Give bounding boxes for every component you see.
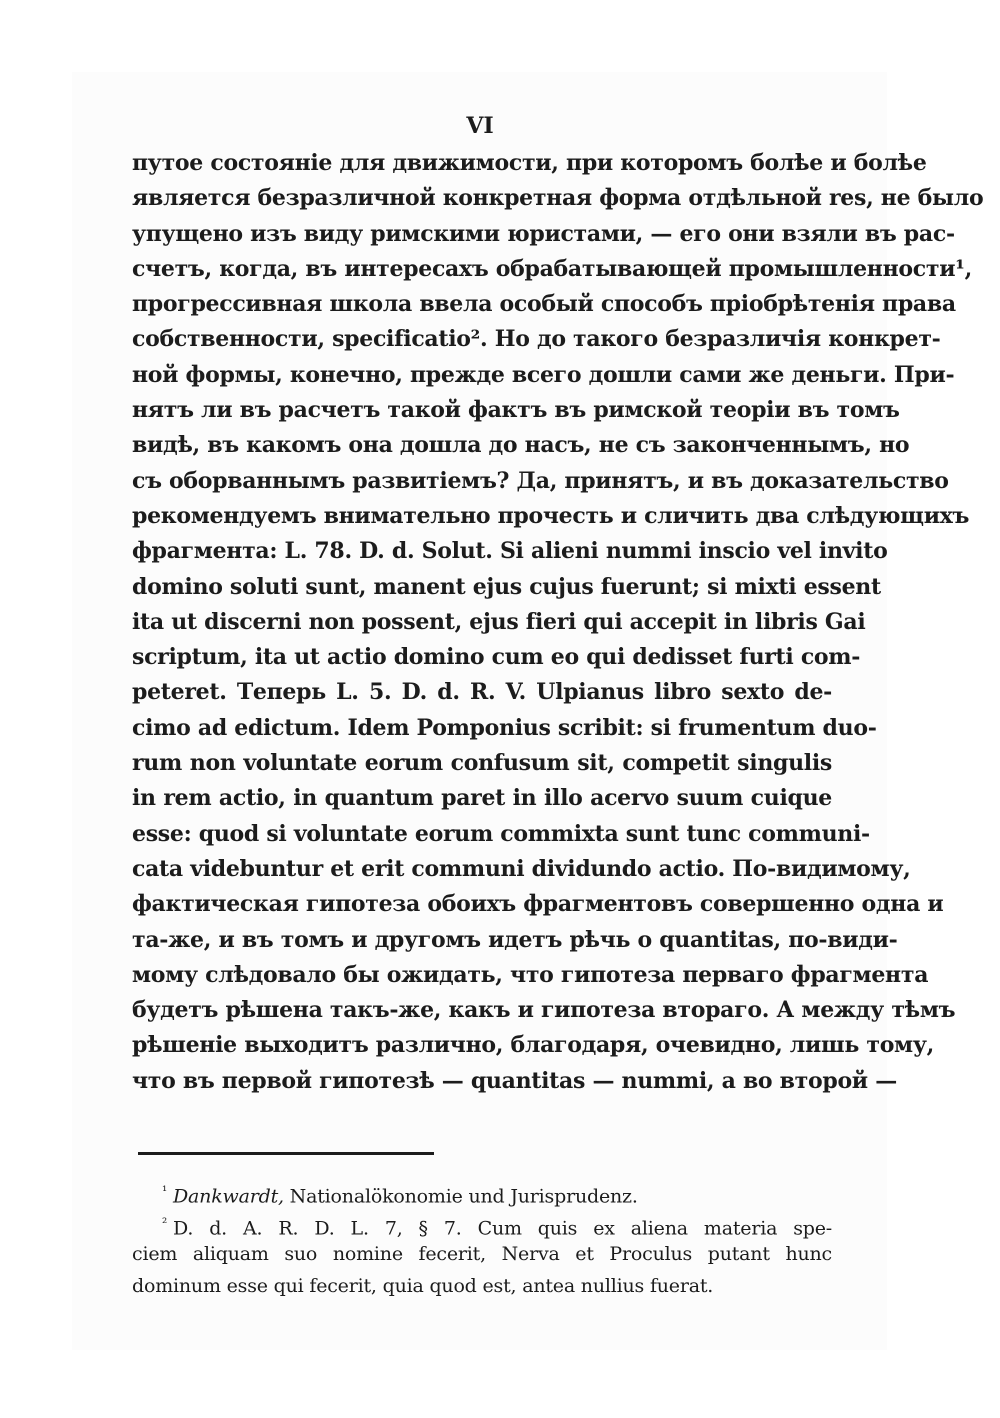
footnote-marker: ² <box>162 1215 168 1231</box>
text-line: scriptum, ita ut actio domino cum eo qui dedisset furti com- <box>132 644 861 671</box>
footnote-divider <box>138 1152 434 1155</box>
text-line: рѣшеніе выходитъ различно, благодаря, очевидно, лишь тому, <box>132 1032 935 1059</box>
text-line: путое состояніе для движимости, при которомъ болѣе и болѣе <box>132 150 927 176</box>
footnote-2-continued: dominum esse qui fecerit, quia quod est, antea nullius fuerat. <box>132 1274 714 1297</box>
page-number: VI <box>466 113 494 139</box>
footnotes <box>132 1176 832 1302</box>
text-line: та-же, и въ томъ и другомъ идетъ рѣчь о quantitas, по-види- <box>132 926 898 953</box>
text-line: собственности, specificatio². Но до такого безразличія конкрет- <box>132 326 941 353</box>
footnote-text: D. d. A. R. D. L. 7, § 7. Cum quis ex aliena materia spe- <box>173 1216 832 1239</box>
text-line: ной формы, конечно, прежде всего дошли сами же деньги. При- <box>132 361 955 388</box>
footnote-author: Dankwardt, <box>173 1185 284 1208</box>
footnote-marker: ¹ <box>162 1184 168 1199</box>
text-line: нятъ ли въ расчетъ такой фактъ въ римской теоріи въ томъ <box>132 397 900 424</box>
footnote-2 <box>132 1208 832 1240</box>
text-line: прогрессивная школа ввела особый способъ пріобрѣтенія права <box>132 291 956 318</box>
text-line: мому слѣдовало бы ожидать, что гипотеза перваго фрагмента <box>132 961 929 988</box>
footnote-text: Nationalökonomie und Jurisprudenz. <box>283 1185 638 1208</box>
text-line: ita ut discerni non possent, ejus fieri qui accepit in libris Gai <box>132 608 866 635</box>
footnote-1 <box>132 1176 832 1208</box>
text-line: что въ первой гипотезѣ — quantitas — nummi, а во второй — <box>132 1067 897 1094</box>
text-line: упущено изъ виду римскими юристами, — его они взяли въ рас- <box>132 220 955 247</box>
text-line: domino soluti sunt, manent ejus cujus fuerunt; si mixti essent <box>132 573 881 600</box>
text-line: видѣ, въ какомъ она дошла до насъ, не съ законченнымъ, но <box>132 432 910 459</box>
text-line: съ оборваннымъ развитіемъ? Да, принятъ, и въ доказательство <box>132 467 949 494</box>
text-line: рекомендуемъ внимательно прочесть и сличить два слѣдующихъ <box>132 502 970 529</box>
text-line: будетъ рѣшена такъ-же, какъ и гипотеза втораго. А между тѣмъ <box>132 997 956 1024</box>
text-line: peteret. Теперь L. 5. D. d. R. V. Ulpianus libro sexto de- <box>132 679 832 706</box>
text-line: esse: quod si voluntate eorum commixta sunt tunc communi- <box>132 820 870 847</box>
footnote-2-continued: ciem aliquam suo nomine fecerit, Nerva et Proculus putant hunc <box>132 1243 832 1265</box>
text-line: фактическая гипотеза обоихъ фрагментовъ совершенно одна и <box>132 891 944 918</box>
text-line: rum non voluntate eorum confusum sit, competit singulis <box>132 750 832 777</box>
text-line: cimo ad edictum. Idem Pomponius scribit: si frumentum duo- <box>132 714 877 741</box>
text-line: фрагмента: L. 78. D. d. Solut. Si alieni nummi inscio vel invito <box>132 538 888 565</box>
body-text <box>132 146 984 1099</box>
text-line: cata videbuntur et erit communi dividundo actio. По-видимому, <box>132 855 911 882</box>
text-line: является безразличной конкретная форма отдѣльной res, не было <box>132 185 984 212</box>
text-line: in rem actio, in quantum paret in illo acervo suum cuique <box>132 785 832 812</box>
text-line: счетъ, когда, въ интересахъ обрабатывающей промышленности¹, <box>132 255 972 282</box>
